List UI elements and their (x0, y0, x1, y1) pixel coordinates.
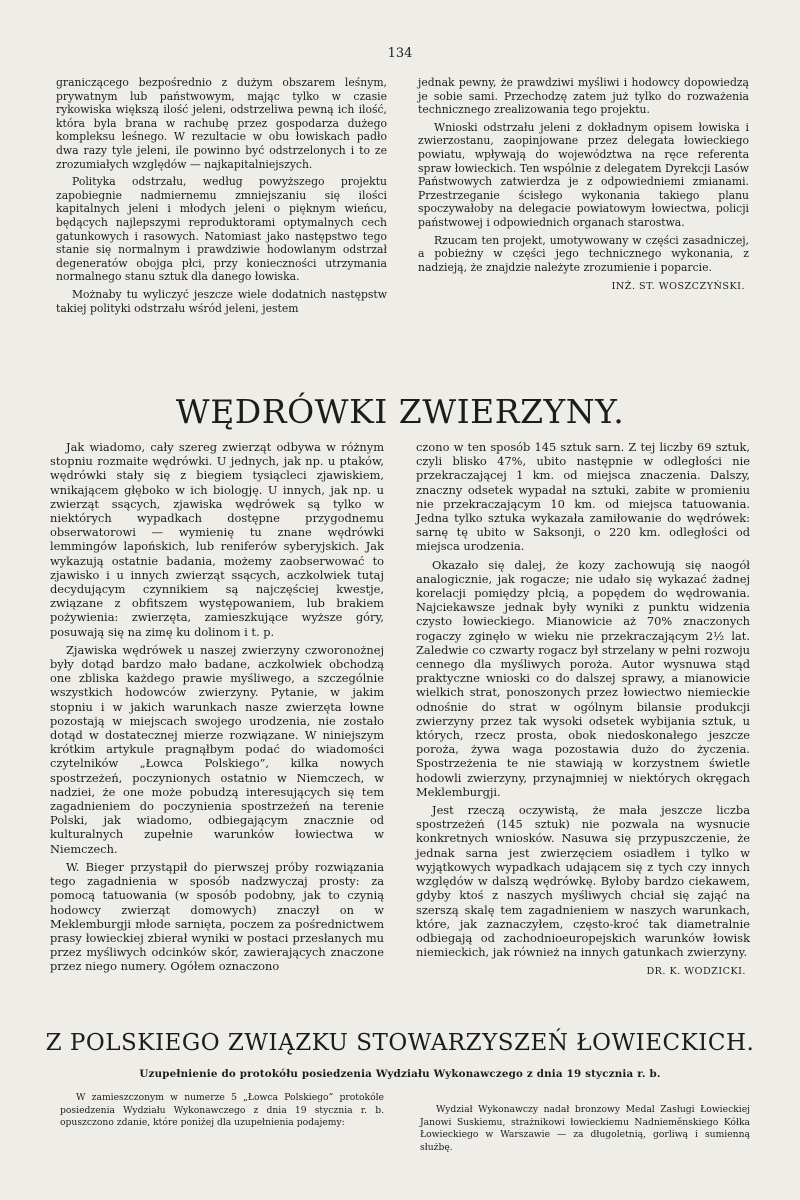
page-number: 134 (387, 46, 413, 61)
paragraph: W. Bieger przystąpił do pierwszej próby rozwiązania tego zagadnienia w sposób nadzwyczaj prosty: za pomocą tatuowania (w sposób podobny, jak to czynią hodowcy zwierząt domowych) znaczył on w Meklemburgji młode sarnięta, poczem za pośrednictwem prasy łowieckiej zbierał wyniki w postaci przesłanych mu przez myśliwych odcinków skór, zawierających znaczone przez niego numery. Ogółem oznaczono (50, 859, 384, 974)
author-signature: DR. K. WODZICKI. (646, 966, 746, 978)
paragraph: jednak pewny, że prawdziwi myśliwi i hodowcy dopowiedzą je sobie sami. Przechodzę zatem już tylko do rozważenia technicznego zrealizowania tego projektu. (418, 76, 749, 117)
paragraph: Wnioski odstrzału jeleni z dokładnym opisem łowiska i zwierzostanu, zaopinjowane przez delegata łowieckiego powiatu, wpływają do województwa na ręce referenta spraw łowieckich. Ten wspólnie z delegatem Dyrekcji Lasów Państwowych zatwierdza je z odpowiedniemi zmianami. Przestrzeganie ścisłego wykonania takiego planu spoczywałoby na delegacie powiatowym łowiectwa, policji państwowej i odpowiednich organach starostwa. (418, 120, 749, 229)
zwiazek-right-column (420, 1104, 750, 1154)
paragraph: W zamieszczonym w numerze 5 „Łowca Polskiego” protokóle posiedzenia Wydziału Wykonawczego z dnia 19 stycznia r. b. opuszczono zdanie, które poniżej dla uzupełnienia podajemy: (60, 1092, 384, 1129)
wedrowki-right-column (416, 440, 750, 980)
section-subtitle: Uzupełnienie do protokółu posiedzenia Wydziału Wykonawczego z dnia 19 stycznia r. b. (139, 1068, 661, 1080)
top-article-right-column (418, 76, 749, 294)
paragraph: Zjawiska wędrówek u naszej zwierzyny czworonożnej były dotąd bardzo mało badane, aczkolwiek obchodzą one zbliska każdego prawie myśliwego, a szczególnie wszystkich hodowców zwierzyny. Pytanie, w jakim stopniu i w jakich warunkach nasze zwierzęta łowne pozostają w miejscach swojego urodzenia, nie zostało dotąd w dostatecznej mierze rozwiązane. W niniejszym krótkim artykule pragnąłbym podać do wiadomości czytelników „Łowca Polskiego”, kilka nowych spostrzeżeń, poczynionych ostatnio w Niemczech, w nadziei, że one może pobudzą interesujących się tem zagadnieniem do poczynienia spostrzeżeń na terenie Polski, jak wiadomo, odbiegającym znacznie od kulturalnych zupełnie warunków łowiectwa w Niemczech. (50, 642, 384, 856)
paragraph: Jak wiadomo, cały szereg zwierząt odbywa w różnym stopniu rozmaite wędrówki. U jednych, jak np. u ptaków, wędrówki stały się z biegiem tysiącleci zjawiskiem, wnikającem głęboko w ich biologję. U innych, jak np. u zwierząt ssących, zjawiska wędrówek są tylko w niektórych wypadkach dostępne przygodnemu obserwatorowi — wymienię tu znane wędrówki lemmingów lapońskich, lub reniferów syberyjskich. Jak wykazują ostatnie badania, możemy zaobserwować to zjawisko i u innych zwierząt ssących, aczkolwiek tutaj decydującym czynnikiem są najczęściej kwestje, związane z obfitszem występowaniem, lub brakiem pożywienia: zwierzęta, zamieszkujące wyższe góry, posuwają się na zimę ku dolinom i t. p. (50, 440, 384, 639)
paragraph: graniczącego bezpośrednio z dużym obszarem leśnym, prywatnym lub państwowym, mając tylko w czasie rykowiska większą ilość jeleni, odstrzeliwa pewną ich ilość, która byla brana w rachubę przez gospodarza dużego kompleksu leśnego. W rezultacie w obu łowiskach padło dwa razy tyle jeleni, ile powinno być odstrzelonych i to ze zrozumiałych względów — najkapitalniejszych. (56, 76, 387, 171)
wedrowki-left-column (50, 440, 384, 974)
paragraph: Możnaby tu wyliczyć jeszcze wiele dodatnich następstw takiej polityki odstrzału wśród jeleni, jestem (56, 287, 387, 315)
paragraph: Polityka odstrzału, według powyższego projektu zapobiegnie nadmiernemu zmniejszaniu się ilości kapitalnych jeleni i młodych jeleni o pięknym wieńcu, będących najlepszymi reproduktorami optymalnych cech gatunkowych i rasowych. Natomiast jako następstwo tego stanie się normalnym i prawdziwie hodowlanym odstrzał degeneratów obojga płci, przy konieczności utrzymania normalnego stanu sztuk dla danego łowiska. (56, 175, 387, 284)
paragraph: Jest rzeczą oczywistą, że mała jeszcze liczba spostrzeżeń (145 sztuk) nie pozwala na wysnucie konkretnych wniosków. Nasuwa się przypuszczenie, że jednak sarna jest zwierzęciem osiadłem i tylko w wyjątkowych wypadkach udającem się z tych czy innych względów w dalszą wędrówkę. Byłoby bardzo ciekawem, gdyby ktoś z naszych myśliwych chciał się zająć na szerszą skalę tem zagadnieniem w naszych warunkach, które, jak zaznaczyłem, często-kroć tak diametralnie odbiegają od zachodnioeuropejskich warunków łowisk niemieckich, jak również na innych gatunkach zwierzyny. (416, 803, 750, 960)
author-signature: INŻ. ST. WOSZCZYŃSKI. (611, 281, 745, 293)
paragraph: czono w ten sposób 145 sztuk sarn. Z tej liczby 69 sztuk, czyli blisko 47%, ubito następnie w odległości nie przekraczającej 1 km. od miejsca znaczenia. Dalszy, znaczny odsetek wypadał na sztuki, zabite w promieniu nie przekraczającym 10 km. od miejsca tatuowania. Jedna tylko sztuka wykazała zamiłowanie do wędrówek: sarnę tę ubito w Saksonji, o 220 km. odległości od miejsca urodzenia. (416, 440, 750, 554)
paragraph: Wydział Wykonawczy nadał bronzowy Medal Zasługi Łowieckiej Janowi Suskiemu, strażnikowi łowieckiemu Nadnieměnskiego Kółka Łowieckiego w Warszawie — za długoletnią, gorliwą i sumienną służbę. (420, 1104, 750, 1153)
paragraph: Rzucam ten projekt, umotywowany w części zasadniczej, a pobieżny w części jego technicznego wykonania, z nadzieją, że znajdzie należyte zrozumienie i poparcie. (418, 233, 749, 274)
section-title: Z POLSKIEGO ZWIĄZKU STOWARZYSZEŃ ŁOWIECKICH. (45, 1030, 755, 1056)
zwiazek-left-column (60, 1092, 384, 1130)
top-article-left-column (56, 76, 387, 315)
paragraph: Okazało się dalej, że kozy zachowują się naogół analogicznie, jak rogacze; nie udało się wykazać żadnej korelacji pomiędzy płcią, a popędem do wędrowania. Najciekawsze jednak były wyniki z punktu widzenia czysto łowieckiego. Mianowicie aż 70% znaczonych rogaczy zginęło w wieku nie przekraczającym 2½ lat. Zaledwie co czwarty rogacz był strzelany w pełni rozwoju cennego dla myśliwych poroża. Autor wysnuwa stąd praktyczne wnioski co do dalszej sprawy, a mianowicie wielkich strat, ponoszonych przez łowiectwo niemieckie odnośnie do strat w ogólnym bilansie produkcji zwierzyny przez tak wysoki odsetek wybijania sztuk, u których, rzecz prosta, obok niedoskonałego jeszcze poroża, żywa waga pozostawia dużo do życzenia. Spostrzeżenia te nie stawiają w korzystnem świetle hodowli zwierzyny, przynajmniej w niektórych okręgach Meklemburgji. (416, 557, 750, 799)
article-title: WĘDRÓWKI ZWIERZYNY. (175, 392, 625, 431)
